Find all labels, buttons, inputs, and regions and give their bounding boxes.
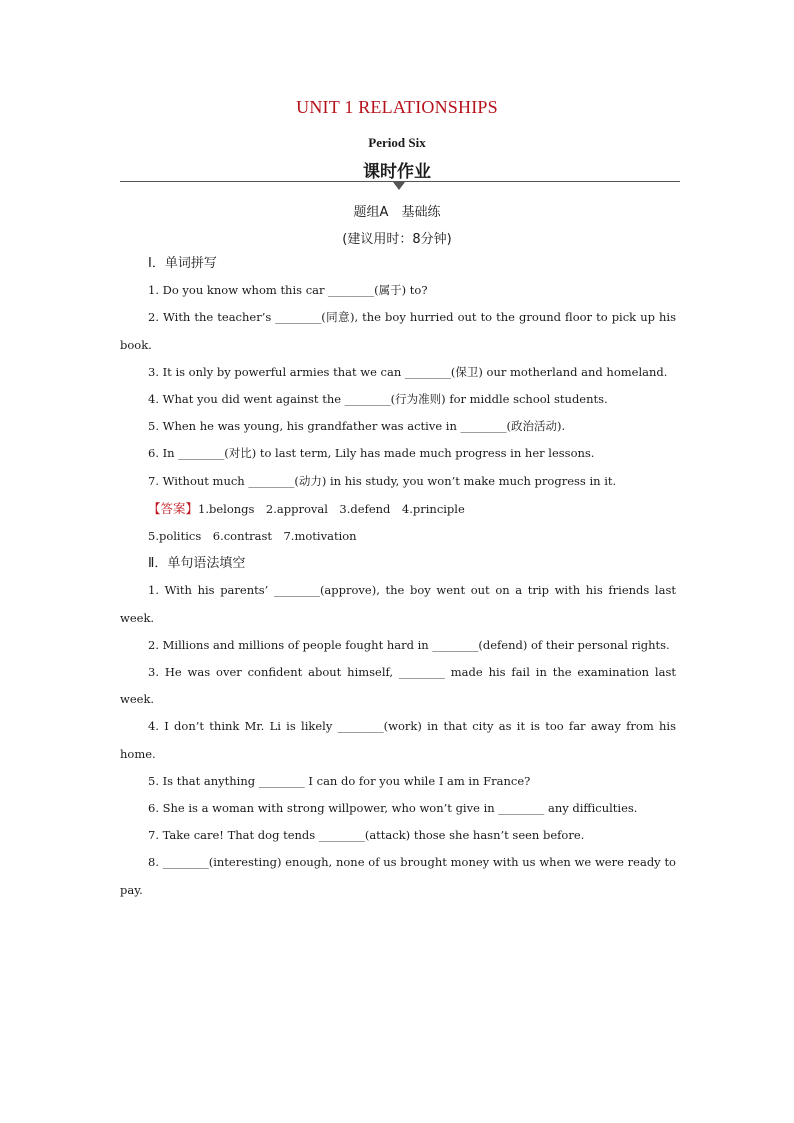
question-item: 1. With his parents’ ________(approve), the boy went out on a trip with his friends last week. xyxy=(120,583,676,625)
question-item: 7. Take care! That dog tends ________(attack) those she hasn’t seen before. xyxy=(148,828,585,843)
question-item: 6. She is a woman with strong willpower, who won’t give in ________ any difficulties. xyxy=(148,801,638,816)
question-item: 5. When he was young, his grandfather was active in ________(政治活动). xyxy=(148,419,566,434)
question-item: 3. He was over confident about himself, ________ made his fail in the examination last week. xyxy=(120,665,676,707)
question-item: 3. It is only by powerful armies that we can ________(保卫) our motherland and homeland. xyxy=(148,364,668,379)
question-item: 2. Millions and millions of people fought hard in ________(defend) of their personal rights. xyxy=(148,637,670,652)
section2-heading: Ⅱ．单句语法填空 xyxy=(148,556,246,572)
answer-line: 5.politics 6.contrast 7.motivation xyxy=(148,529,357,544)
period-label: Period Six xyxy=(368,135,426,150)
section1-heading: Ⅰ．单词拼写 xyxy=(148,256,217,271)
time-hint: (建议用时：8分钟) xyxy=(342,232,452,247)
worksheet-title: 课时作业 xyxy=(363,162,431,182)
unit-title: UNIT 1 RELATIONSHIPS xyxy=(296,97,498,117)
group-title: 题组A 基础练 xyxy=(353,205,441,220)
answer-line xyxy=(120,495,676,523)
question-item: 1. Do you know whom this car ________(属于) to? xyxy=(148,283,428,298)
rule-arrow-icon xyxy=(393,182,405,190)
answer-text: 1.belongs 2.approval 3.defend 4.principle xyxy=(198,501,465,516)
answer-tag: 【答案】 xyxy=(148,500,199,516)
question-item: 8. ________(interesting) enough, none of us brought money with us when we were ready to pay. xyxy=(120,855,676,897)
question-item: 7. Without much ________(动力) in his study, you won’t make much progress in it. xyxy=(148,473,617,488)
exercise-content xyxy=(120,250,676,904)
question-item: 4. What you did went against the ________(行为准则) for middle school students. xyxy=(148,392,608,407)
question-item: 5. Is that anything ________ I can do for you while I am in France? xyxy=(148,773,531,788)
question-item: 2. With the teacher’s ________(同意), the boy hurried out to the ground floor to pick up his book. xyxy=(120,310,676,352)
question-item: 6. In ________(对比) to last term, Lily has made much progress in her lessons. xyxy=(148,446,595,461)
question-item: 4. I don’t think Mr. Li is likely ________(work) in that city as it is too far away from his home. xyxy=(120,719,676,761)
